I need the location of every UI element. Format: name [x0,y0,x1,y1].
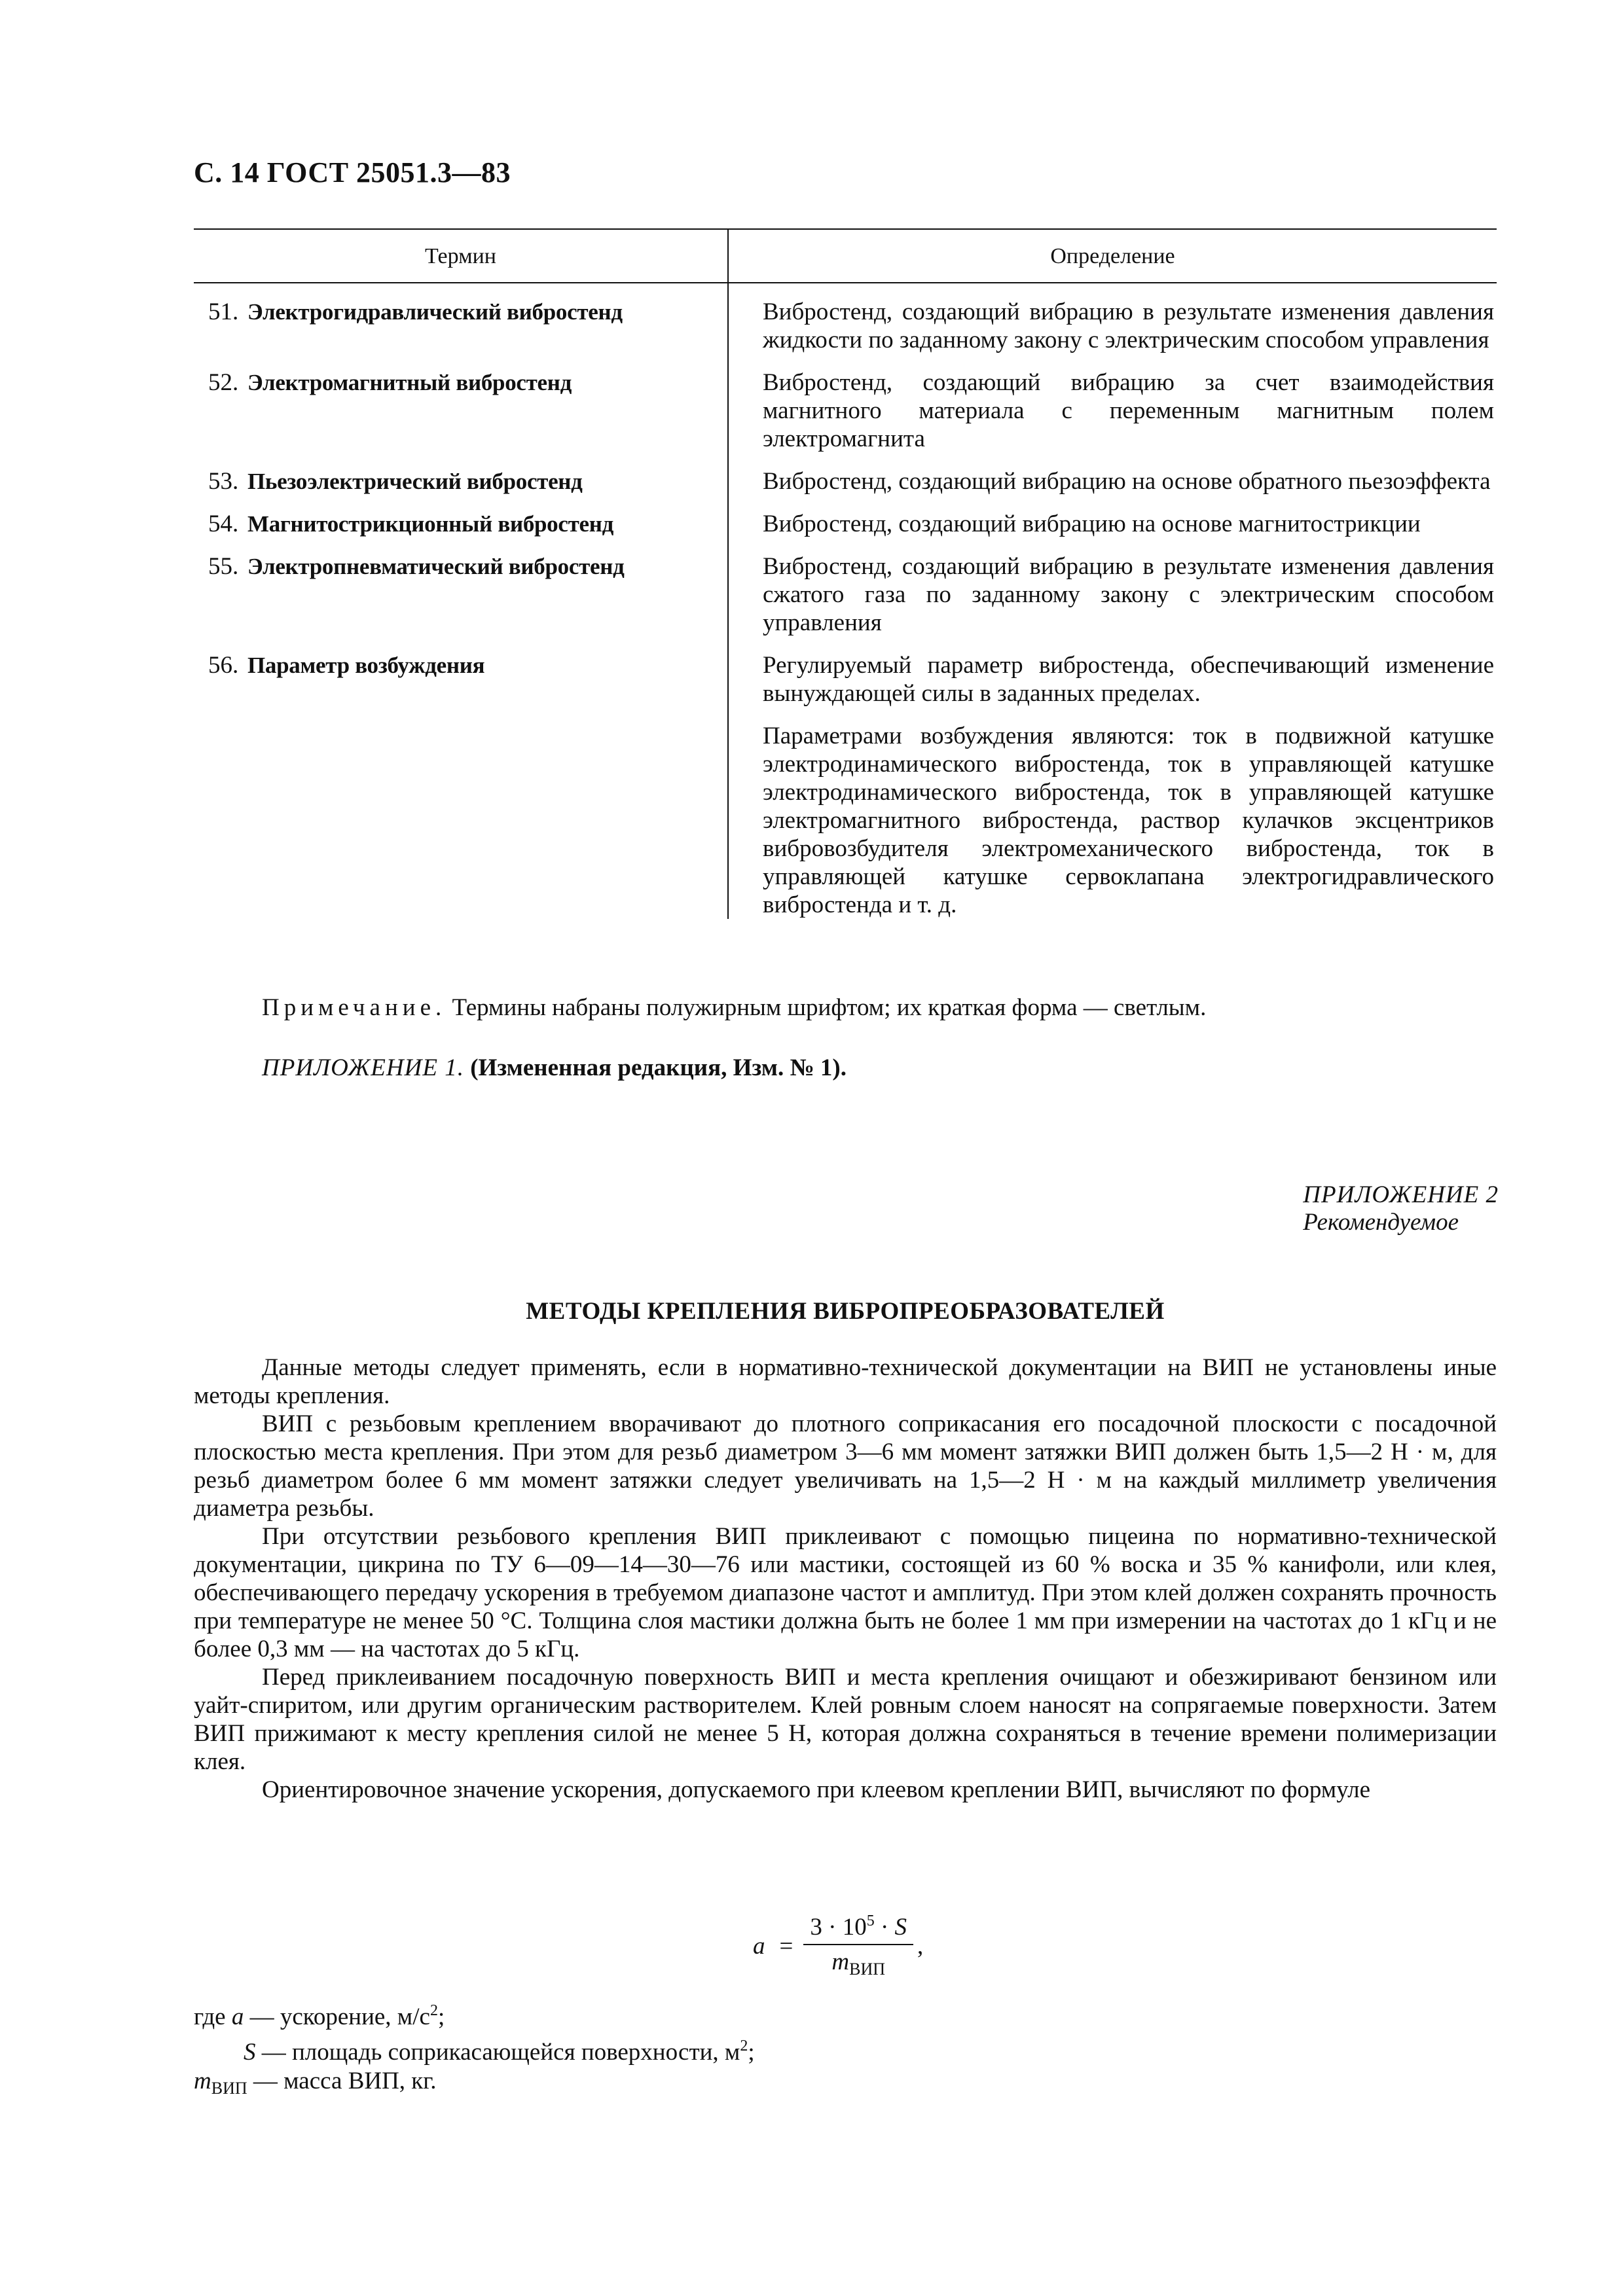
table-row [194,354,1497,453]
legend-var-a: a [231,2003,244,2030]
definition-cell [728,354,1497,453]
acceleration-formula [753,1910,923,1982]
formula-legend [194,1996,755,2103]
paragraph: ВИП с резьбовым креплением вворачивают до плотного соприкасания его посадочной плоскости с посадочной плоскостью места крепления. При этом для резьб диаметром 3—6 мм момент затяжки ВИП должен быть 1,5—2 Н · м, для резьб диаметром более 6 мм момент затяжки следует увеличивать на 1,5—2 Н · м на каждый миллиметр увеличения диаметра резьбы. [194,1410,1497,1522]
term-name: Магнитострикционный вибростенд [247,511,614,537]
definition-text: Вибростенд, создающий вибрацию в результате изменения давления жидкости по заданному закону с электрическим способом управления [763,298,1494,353]
legend-text-a: — ускорение, м/с [244,2003,430,2030]
legend-line-a [194,1996,755,2032]
legend-exp-s: 2 [740,2037,748,2054]
term-name: Электромагнитный вибростенд [247,370,572,395]
legend-text-m: — масса ВИП, кг. [247,2068,437,2094]
table-note [262,994,1493,1022]
section-title: МЕТОДЫ КРЕПЛЕНИЯ ВИБРОПРЕОБРАЗОВАТЕЛЕЙ [526,1298,1165,1325]
definition-cell [728,283,1497,354]
legend-exp-a: 2 [429,2002,438,2019]
appendix-1-label: ПРИЛОЖЕНИЕ 1. [262,1054,464,1081]
legend-text-s: — площадь соприкасающейся поверхности, м [255,2039,740,2066]
definition-text: Параметрами возбуждения являются: ток в подвижной катушке электродинамического вибростенда, ток в управляющей катушке электродинамического вибростенда, ток в управляющей катушке электромагнитного вибростенда, раствор кулачков эксцентриков вибровозбудителя электромеханического вибростенда, ток в управляющей катушке сервоклапана электрогидравлического вибростенда и т. д. [763,723,1494,918]
definition-text: Вибростенд, создающий вибрацию за счет взаимодействия магнитного материала с переменным магнитным полем электромагнита [763,369,1494,452]
amendment-note: (Измененная редакция, Изм. № 1). [470,1054,847,1081]
appendix-2-title: ПРИЛОЖЕНИЕ 2 [1303,1181,1499,1208]
numerator-exponent: 5 [866,1912,875,1929]
formula-denominator [831,1945,885,1979]
table-row [194,538,1497,637]
formula-lhs: a [753,1932,765,1960]
appendix-2-status: Рекомендуемое [1303,1209,1459,1236]
term-cell [194,495,728,538]
definition-text: Регулируемый параметр вибростенда, обеспечивающий изменение вынуждающей силы в заданных пределах. [763,652,1494,707]
table-row [194,453,1497,495]
legend-sub-m: ВИП [211,2079,247,2098]
denominator-variable: m [831,1948,850,1975]
denominator-subscript: ВИП [849,1960,886,1979]
term-cell [194,538,728,637]
formula-equals: = [779,1932,793,1960]
numerator-variable: S [894,1914,907,1941]
formula-comma: , [917,1932,924,1960]
formula-fraction [803,1912,913,1979]
term-cell [194,453,728,495]
column-header-term: Термин [194,229,728,283]
paragraph: Перед приклеиванием посадочную поверхность ВИП и места крепления очищают и обезжиривают бензином или уайт-спиритом, или другим органическим растворителем. Клей ровным слоем наносят на сопрягаемые поверхности. Затем ВИП прижимают к месту крепления силой не менее 5 Н, которая должна сохраняться в течение времени полимеризации клея. [194,1664,1497,1775]
terms-table [194,228,1497,919]
table-row [194,283,1497,354]
term-number: 55. [208,553,239,580]
note-text: Термины набраны полужирным шрифтом; их краткая форма — светлым. [452,994,1207,1021]
term-number: 51. [208,298,239,325]
appendix-2-heading [1303,1181,1499,1236]
definition-text: Вибростенд, создающий вибрацию в результате изменения давления сжатого газа по заданному закону с электрическим способом управления [763,553,1494,636]
term-name: Электропневматический вибростенд [247,554,625,579]
term-cell [194,354,728,453]
appendix-1-reference [262,1054,847,1083]
legend-var-s: S [244,2039,256,2066]
legend-end-s: ; [748,2039,755,2066]
column-header-definition: Определение [728,229,1497,283]
table-row [194,495,1497,538]
term-name: Пьезоэлектрический вибростенд [247,469,583,494]
paragraph: При отсутствии резьбового крепления ВИП приклеивают с помощью пицеина по нормативно-технической документации, цикрина по ТУ 6—09—14—30—76 или мастики, состоящей из 60 % воска и 35 % канифоли, или клея, обеспечивающего передачу ускорения в требуемом диапазоне частот и амплитуд. При этом клей должен сохранять прочность при температуре не менее 50 °С. Толщина слоя мастики должна быть не более 1 мм при измерении на частотах до 1 кГц и не более 0,3 мм — на частотах до 5 кГц. [194,1523,1497,1662]
legend-end-a: ; [437,2003,445,2030]
legend-intro: где [194,2003,226,2030]
legend-line-s [194,2032,755,2067]
body-text [194,1354,1497,1804]
term-name: Параметр возбуждения [247,653,485,678]
table-row [194,637,1497,919]
page-header: С. 14 ГОСТ 25051.3—83 [194,156,511,188]
paragraph: Ориентировочное значение ускорения, допускаемого при клеевом креплении ВИП, вычисляют по формуле [262,1776,1370,1803]
term-name: Электрогидравлический вибростенд [247,299,623,325]
term-number: 53. [208,468,239,495]
definition-text: Вибростенд, создающий вибрацию на основе магнитострикции [763,511,1421,537]
table-header-row [194,229,1497,283]
term-cell [194,637,728,919]
note-label: Примечание. [262,994,447,1021]
legend-line-m [194,2067,755,2103]
term-number: 54. [208,511,239,537]
definition-cell [728,453,1497,495]
legend-var-m: m [194,2068,211,2094]
numerator-coefficient: 3 · 10 [810,1914,867,1941]
formula-numerator [803,1912,913,1945]
numerator-dot: · [874,1914,895,1941]
definition-cell [728,637,1497,919]
definition-text: Вибростенд, создающий вибрацию на основе обратного пьезоэффекта [763,468,1491,495]
term-cell [194,283,728,354]
term-number: 52. [208,369,239,396]
term-number: 56. [208,652,239,679]
definition-cell [728,538,1497,637]
definition-cell [728,495,1497,538]
paragraph: Данные методы следует применять, если в нормативно-технической документации на ВИП не установлены иные методы крепления. [194,1354,1497,1409]
